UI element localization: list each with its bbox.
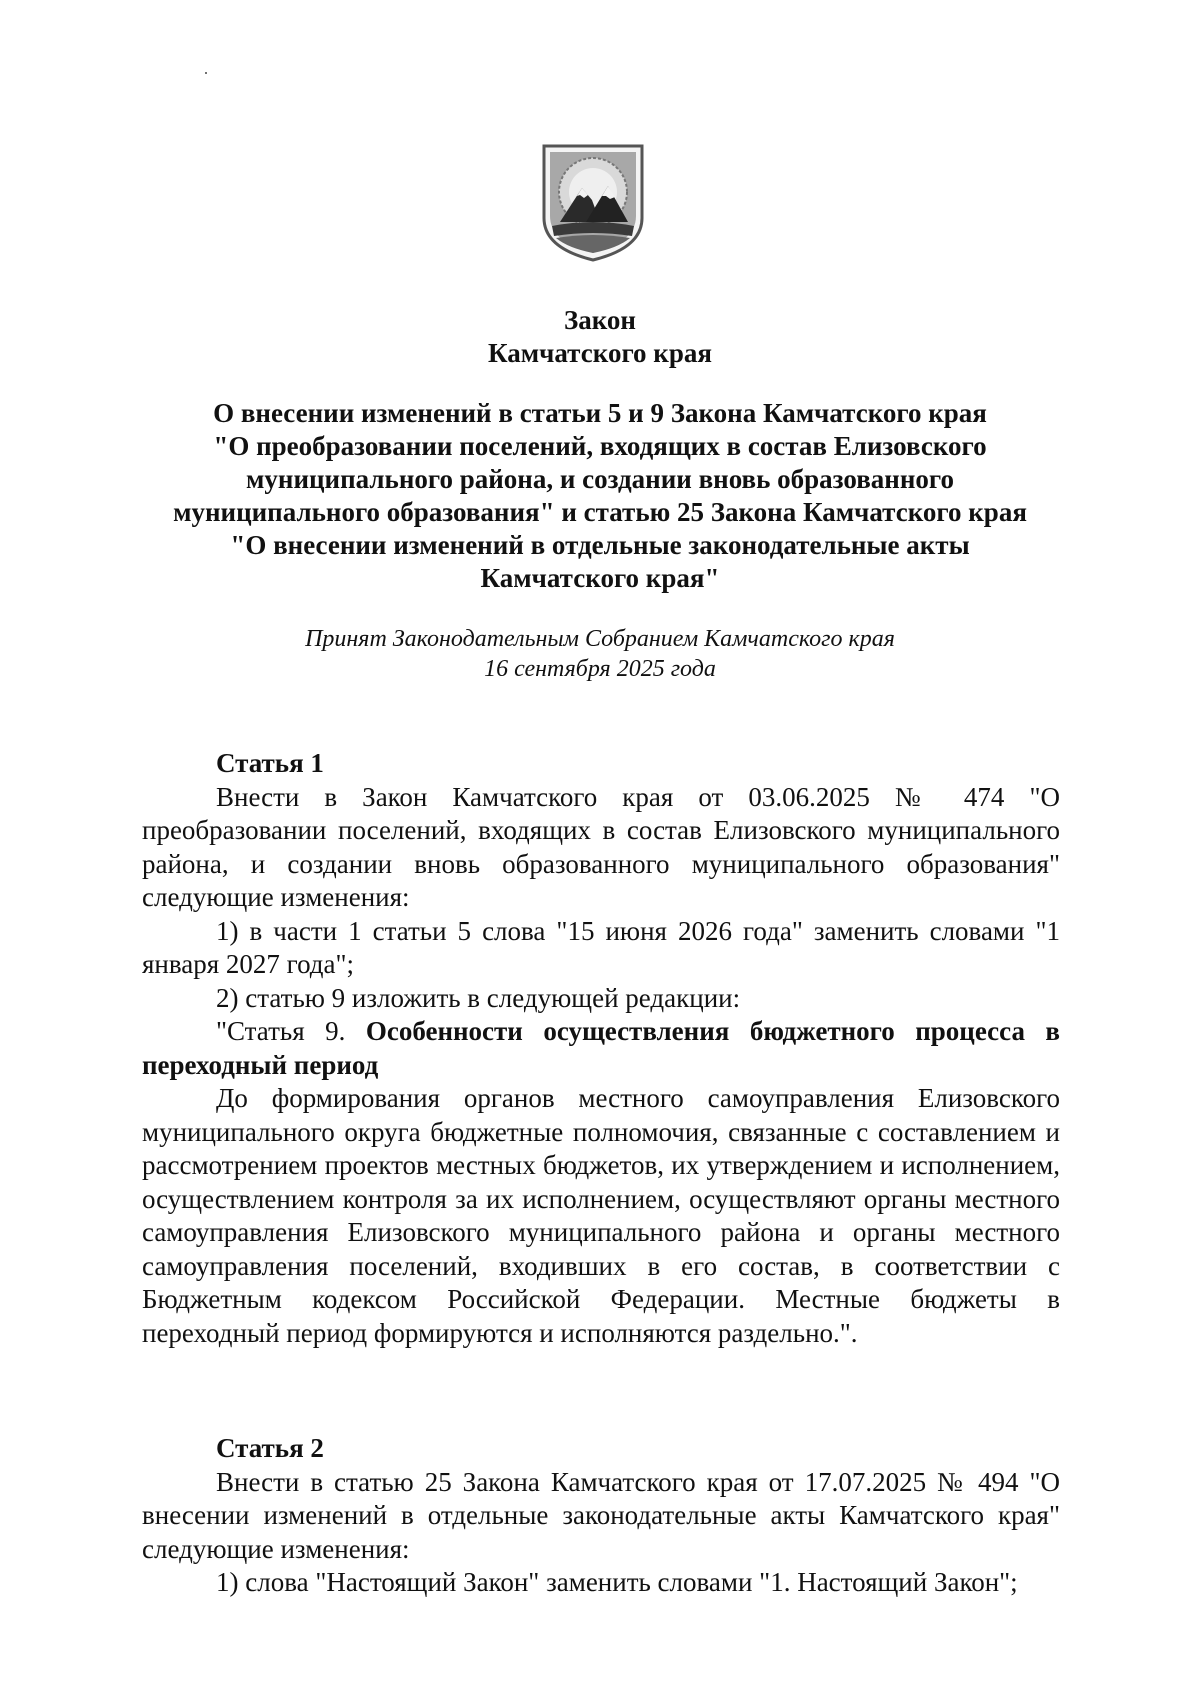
adoption-line-1: Принят Законодательным Собранием Камчатского края	[305, 626, 895, 652]
law-title	[0, 304, 1200, 370]
subject-line-6: Камчатского края"	[480, 563, 720, 593]
article-9-quote-heading	[142, 1015, 1060, 1082]
coat-of-arms-icon	[538, 140, 648, 264]
subject-line-3: муниципального района, и создании вновь образованного	[246, 464, 954, 494]
article-9-quote-prefix: "Статья 9.	[216, 1016, 366, 1046]
article-1-intro: Внести в Закон Камчатского края от 03.06.2025 № 474 "О преобразовании поселений, входящих в состав Елизовского муниципального района, и создании вновь образованного муниципального образования" следующие изменения:	[142, 781, 1060, 912]
scan-speck	[205, 72, 207, 74]
adoption-date: 16 сентября 2025 года	[484, 656, 716, 682]
article-2-intro: Внести в статью 25 Закона Камчатского края от 17.07.2025 № 494 "О внесении изменений в отдельные законодательные акты Камчатского края" следующие изменения:	[142, 1466, 1060, 1564]
adoption-note	[0, 624, 1200, 684]
subject-line-4: муниципального образования" и статью 25 Закона Камчатского края	[173, 497, 1027, 527]
article-1	[142, 747, 1060, 1350]
subject-line-5: "О внесении изменений в отдельные законодательные акты	[230, 530, 970, 560]
article-1-item-1: 1) в части 1 статьи 5 слова "15 июня 2026 года" заменить словами "1 января 2027 года";	[142, 915, 1060, 979]
law-title-line1: Закон	[563, 305, 636, 335]
article-2	[142, 1432, 1060, 1600]
law-title-line2: Камчатского края	[488, 338, 712, 368]
article-9-quote-text: До формирования органов местного самоуправления Елизовского муниципального округа бюджетные полномочия, связанные с составлением и рассмотрением проектов местных бюджетов, их утверждением и исполнением, осуществлением контроля за их исполнением, осуществляют органы местного самоуправления Елизовского муниципального района и органы местного самоуправления поселений, входивших в его состав, в соответствии с Бюджетным кодексом Российской Федерации. Местные бюджеты в переходный период формируются и исполняются раздельно.".	[142, 1083, 1060, 1348]
article-2-heading: Статья 2	[216, 1433, 324, 1463]
subject-line-2: "О преобразовании поселений, входящих в состав Елизовского	[213, 431, 987, 461]
law-subject	[0, 397, 1200, 595]
article-1-heading: Статья 1	[216, 748, 324, 778]
article-1-item-2: 2) статью 9 изложить в следующей редакции:	[216, 982, 741, 1013]
article-9-quote-title: Особенности осуществления бюджетного процесса в переходный период	[142, 1016, 1060, 1080]
article-2-item-1: 1) слова "Настоящий Закон" заменить словами "1. Настоящий Закон";	[216, 1567, 1018, 1597]
subject-line-1: О внесении изменений в статьи 5 и 9 Закона Камчатского края	[213, 398, 987, 428]
